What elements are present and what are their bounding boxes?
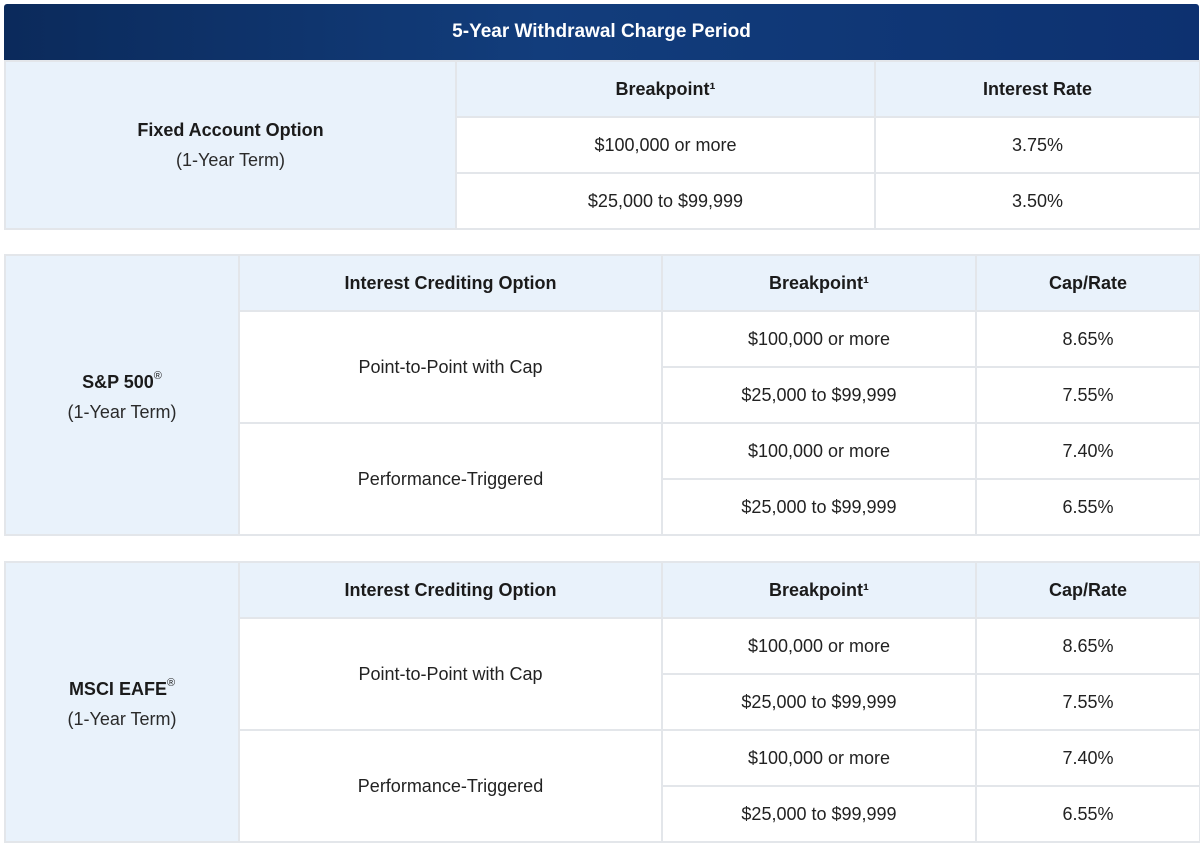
sp500-table-block bbox=[4, 254, 1199, 536]
cap-rate-cell: 7.55% bbox=[976, 674, 1200, 730]
interest-rate-cell: 3.50% bbox=[875, 173, 1200, 229]
breakpoint-cell: $25,000 to $99,999 bbox=[662, 674, 976, 730]
sp500-title bbox=[6, 363, 238, 397]
breakpoint-column-header: Breakpoint¹ bbox=[662, 562, 976, 618]
breakpoint-cell: $25,000 to $99,999 bbox=[662, 786, 976, 842]
breakpoint-cell: $100,000 or more bbox=[662, 311, 976, 367]
sp500-term: (1-Year Term) bbox=[67, 402, 177, 422]
fixed-account-term: (1-Year Term) bbox=[175, 150, 286, 170]
fixed-account-table bbox=[4, 60, 1200, 230]
cap-rate-cell: 8.65% bbox=[976, 311, 1200, 367]
breakpoint-cell: $100,000 or more bbox=[662, 618, 976, 674]
crediting-option-cell: Performance-Triggered bbox=[239, 730, 662, 842]
crediting-option-column-header: Interest Crediting Option bbox=[239, 255, 662, 311]
withdrawal-period-header: 5-Year Withdrawal Charge Period bbox=[4, 4, 1199, 60]
msci-title bbox=[6, 670, 238, 704]
interest-rate-column-header: Interest Rate bbox=[875, 61, 1200, 117]
msci-table-block bbox=[4, 561, 1199, 843]
sp500-table bbox=[4, 254, 1200, 536]
breakpoint-cell: $100,000 or more bbox=[662, 423, 976, 479]
cap-rate-cell: 6.55% bbox=[976, 479, 1200, 535]
cap-rate-column-header: Cap/Rate bbox=[976, 562, 1200, 618]
breakpoint-cell: $25,000 to $99,999 bbox=[456, 173, 875, 229]
cap-rate-cell: 7.40% bbox=[976, 730, 1200, 786]
registered-mark: ® bbox=[166, 677, 176, 689]
breakpoint-column-header: Breakpoint¹ bbox=[662, 255, 976, 311]
sp500-title-text: S&P 500 bbox=[82, 372, 154, 392]
cap-rate-cell: 7.40% bbox=[976, 423, 1200, 479]
breakpoint-cell: $25,000 to $99,999 bbox=[662, 479, 976, 535]
fixed-account-title: Fixed Account Option bbox=[137, 120, 324, 140]
msci-table bbox=[4, 561, 1200, 843]
cap-rate-column-header: Cap/Rate bbox=[976, 255, 1200, 311]
breakpoint-column-header: Breakpoint¹ bbox=[456, 61, 875, 117]
fixed-account-label bbox=[5, 61, 456, 229]
msci-title-text: MSCI EAFE bbox=[68, 679, 167, 699]
registered-mark: ® bbox=[153, 370, 162, 382]
msci-term: (1-Year Term) bbox=[67, 709, 177, 729]
crediting-option-column-header: Interest Crediting Option bbox=[239, 562, 662, 618]
interest-rate-cell: 3.75% bbox=[875, 117, 1200, 173]
sp500-label bbox=[5, 255, 239, 535]
crediting-option-cell: Point-to-Point with Cap bbox=[239, 618, 662, 730]
crediting-option-cell: Performance-Triggered bbox=[239, 423, 662, 535]
breakpoint-cell: $25,000 to $99,999 bbox=[662, 367, 976, 423]
breakpoint-cell: $100,000 or more bbox=[456, 117, 875, 173]
cap-rate-cell: 6.55% bbox=[976, 786, 1200, 842]
cap-rate-cell: 7.55% bbox=[976, 367, 1200, 423]
cap-rate-cell: 8.65% bbox=[976, 618, 1200, 674]
crediting-option-cell: Point-to-Point with Cap bbox=[239, 311, 662, 423]
breakpoint-cell: $100,000 or more bbox=[662, 730, 976, 786]
fixed-account-table-block bbox=[4, 4, 1199, 230]
msci-label bbox=[5, 562, 239, 842]
